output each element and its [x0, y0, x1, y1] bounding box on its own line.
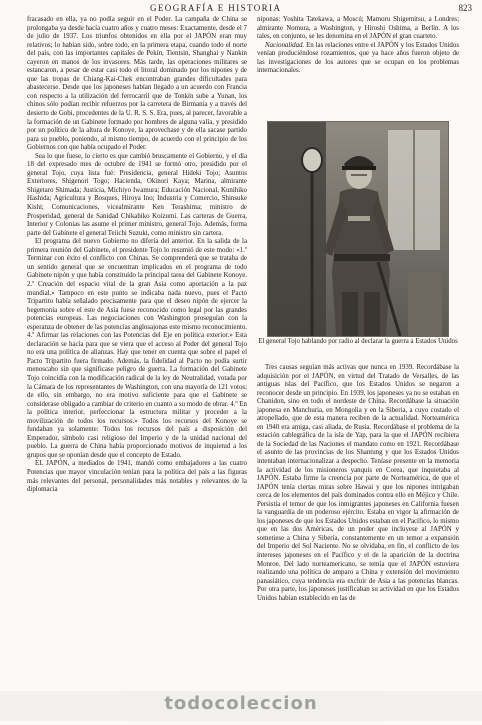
- photo-general-radio: [268, 122, 448, 336]
- section-lead: Nacionalidad.: [265, 41, 305, 49]
- photo: [267, 121, 449, 337]
- watermark-banner: [0, 691, 482, 721]
- page-number: 823: [458, 3, 472, 13]
- paragraph: El programa del nuevo Gobierno no difería del anterior. En la salida de la primera reunión del Gabinete, el presidente Tojo lo resumió de este modo: «1.º Terminar con éxito el conflicto con Chinas. Se comprenderá que se trataba de un sentido general que se encuentran implicados en el programa de todo Gabinete nipón y que había constituído la principal tarea del Gabinete Konoye. 2.º Creación del espacio vital de la gran Asia como aportación a la paz mundial.» Tampoco en este punto se indicaba nada nuevo, pues el Pacto Tripartito había señalado precisamente para que el deseo nipón de ejercer la hegemonía sobre el este de Asia fuese reconocido como legal por las grandes potencias europeas. Las negociaciones con Washington proseguían con la esperanza de obtener de las potencias anglosajonas este mismo reconocimiento. 4.º Afirmar las relaciones con las Potencias del Eje en política exterior.» Esta declaración se hacía para que se viera que el acceso al Poder del general Tojo no era una política de alianzas. Hay que tener en cuenta que sobre el papel el Pacto Tripartito fuera firmado. Además, la fidelidad al Pacto no podía surtir menoscabo sin que significase peligro de guerra. La formación del Gabinete Tojo coincidía con la modificación radical de la ley de Neutralidad, votada por la Cámara de los representantes de Washington, con una mayoría de 121 votos; de ello, sin embargo, no era motivo suficiente para que el Gabinete se considerase obligado a cambiar de criterio en cuanto a su modo de obrar. 4.º En la política interior, perfeccionar la estructura militar y proceder a la movilización de todos los recursos.» Todos los recursos del Konoye se fundaban ya solamente: Todos los recursos del país a disposición del Emperador, símbolo casi religioso del Imperio y de la unidad nacional del pueblo. La guerra de China había proporcionado motivos de inquietud a los grupos que se oponían desde que el concepto de Estado.: [27, 238, 247, 459]
- watermark-text: todocoleccion: [164, 693, 318, 714]
- paragraph: [257, 42, 459, 76]
- running-head: GEOGRAFÍA E HISTORIA: [150, 3, 282, 13]
- photo-caption: El general Tojo hablando por radio al declarar la guerra a Estados Unidos: [258, 338, 458, 345]
- right-column-top: [257, 16, 459, 76]
- paragraph: Tres causas seguían más activas que nunca en 1939. Recordábase la adquisición por el JAPÓN, en virtud del Tratado de Versalles, de las antiguas islas del Pacífico, que los Estados Unidos se negaron a reconocer desde un principio. En 1939, los japoneses ya no se estaban en Chanidon, sino en todo el nordeste de China. Recordábase la situación japonesa en Manchuria, en Mongolia y en la Siberia, a cuyo costado el atropellado, que de esta manera reciben de la actualidad. Norteamérica en 1940 era amiga, casi aliada, de Rusia. Recordábase el problema de la estación cablegráfica de la isla de Yap, para la que el JAPÓN recibiera de la Sociedad de las Naciones el mandato como en 1921. Recordábase el asunto de las provincias de los Shantung y que los Estados Unidos intentaban internacionalizar a despecho. Teníase presente en la memoria la actividad de los misioneros yanquis en Corea, que inquietaba al JAPÓN. Estaba firme la creencia por parte de Norteamérica, de que el JAPÓN tenía ciertas miras sobre Hawai y que los nipones intrigaban cerca de los elementos del país dominados contra ello en Méjico y Chile. Persistía el temor de que los inmigrantes japoneses en California fuesen la vanguardia de un poderoso ejército. Estaba en vigor la afirmación de los japoneses de que los Estados Unidos estaban en el Pacífico, lo mismo que en las dos Américas, de un poder que incluyese al JAPÓN y sometiese a China y Siberia, constantemente en un temor a expansión del Imperio del Sol Naciente. No se olvidaba, en fin, el conflicto de los intereses japoneses en el Pacífico y el de la aparición de la doctrina Monroe. Del lado norteamericano, se temía que el JAPÓN estuviera realizando una política de amparo a China y extensión del movimiento panasiático, cuya tendencia era excluir de Asia a las potencias blancas. Por otra parte, los japoneses justificaban su actividad en que los Estados Unidos habían establecido en las de: [257, 364, 459, 602]
- paragraph: Sea lo que fuese, lo cierto es que cambió bruscamente el Gobierno, y el día 18 del expresado mes de octubre de 1941 se formó otro, presidido por el general Tojo, cuya lista fué: Presidencia, general Hideki Tojo; Asuntos Exteriores, Shigenori Togo; Hacienda, Okinori Kaya; Marina, almirante Shigetaro Shimada; Justicia, Michiyo Iwamura; Educación Nacional, Kunihiko Hashida; Agricultura y Bosques, Hiroya Ino; Industria y Comercio, Shinsuke Kishi; Comunicaciones, vicealmirante Ken Terashima; ministro de Prosperidad, general de Sanidad Chikahiko Koizumi. Las carteras de Guerra, Interior y Colonias las asume el primer ministro, general Tojo. Además, forma parte del Gabinete el general Teiichi Suzuki, como ministro sin cartera.: [27, 152, 247, 237]
- paragraph: fracasado en ella, ya no podía seguir en el Poder. La campaña de China se prolongaba ya desde hacía cuatro años y cuatro meses: Exactamente, desde el 7 de julio de 1937. Los triunfos obtenidos en ella por el JAPÓN eran muy relativos; lo habían sido, sobre todo, en la primera etapa, cuando todo el norte del país, con las importantes capitales de Pekín, Tientsin, Shanghai y Nankin cayeron en manos de los invasores. Más tarde, las operaciones militares se estancaron, a pesar de estar casi todo el litoral dominado por los nipones y de que las tropas de Chiang-Kai-Chek encontraban grandes dificultades para abastecerse. Desde que los japoneses habían llegado a un acuerdo con Francia con respecto a la utilización del ferrocarril que de Tonkín sube a Yunan, los chinos sólo podían recibir refuerzos por la carretera de Birmania y a través del desierto de Gobi, procedentes de la U. R. S. S. Era, pues, al parecer, favorable a la formación de un Gabinete formado por hombres de alguna valía, y presidido por un político de la altura de Konoye, la aprovechase y de ella sacase partido para su pueblo, poniendo, al mismo tiempo, de acuerdo con el principio de los Gobiernos con que había ocupado el Poder.: [27, 16, 247, 152]
- paragraph-text: En las relaciones entre el JAPÓN y los Estados Unidos venían produciéndose rozamientos, que ya hace años fueron objeto de las investigaciones de los autores que se ocupan en los problemas internacionales.: [257, 41, 459, 75]
- left-column: [27, 16, 247, 495]
- paragraph: EL JAPÓN, a mediados de 1941, mandó como embajadores a las cuatro Potencias que mayor vinculación tenían para la política del país a las figuras más relevantes del personal, personalidades más notables y relevantes de la diplomacia: [27, 460, 247, 494]
- paragraph: niponas: Yoshita Tatekawa, a Moscú; Mamoru Shigemitsu, a Londres; almirante Nomura, a Washington, y Hiroshi Oshima, a Berlín. A los tales, en conjunto, se les denomina en el JAPÓN el gran cuarteto.: [257, 16, 459, 41]
- right-column-bottom: [257, 364, 459, 603]
